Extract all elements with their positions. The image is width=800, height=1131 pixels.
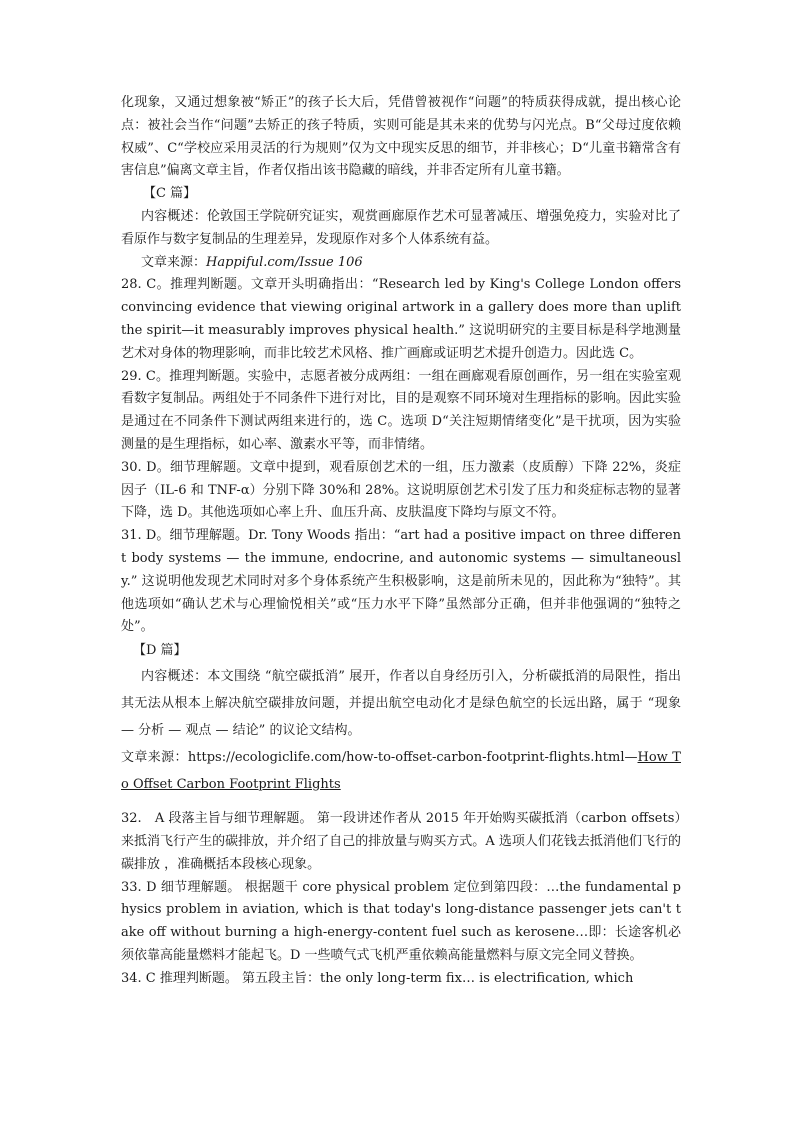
section-c-source-label: 文章来源： bbox=[141, 254, 207, 270]
section-d-source-title-link[interactable]: How To Offset Carbon Footprint Flights bbox=[121, 750, 681, 793]
section-c-source bbox=[121, 252, 681, 275]
section-d-source-url[interactable]: https://ecologiclife.com/how-to-offset-carbon-footprint-flights.html— bbox=[187, 750, 638, 766]
section-c-heading: 【C 篇】 bbox=[143, 186, 197, 202]
answer-30: 30. D。细节理解题。文章中提到，观看原创艺术的一组，压力激素（皮质醇）下降 22%，炎症因子（IL-6 和 TNF-α）分别下降 30%和 28%。这说明原创艺术引发了压力和炎症标志物的显著下降，选 D。其他选项如心率上升、血压升高、皮肤温度下降均与原文不符。 bbox=[121, 459, 681, 521]
section-d-heading: 【D 篇】 bbox=[133, 643, 187, 659]
section-d-summary: 内容概述：本文围绕 “航空碳抵消” 展开，作者以自身经历引入，分析碳抵消的局限性，指出其无法从根本上解决航空碳排放问题，并提出航空电动化才是绿色航空的长远出路，属于 “现象 — 分析 — 观点 — 结论” 的议论文结构。 bbox=[121, 669, 681, 739]
answer-33: 33. D 细节理解题。 根据题干 core physical problem 定位到第四段：…the fundamental physics problem in aviation, which is that today's long-distance passenger jets can't take off without burning a high-energy-content fuel such as kerosene…即：长途客机必须依靠高能量燃料才能起飞。D 一些喷气式飞机严重依赖高能量燃料与原文完全同义替换。 bbox=[121, 879, 681, 963]
document-page bbox=[121, 92, 681, 991]
answer-32: 32. A 段落主旨与细节理解题。 第一段讲述作者从 2015 年开始购买碳抵消（carbon offsets）来抵消飞行产生的碳排放，并介绍了自己的排放量与购买方式。A 选项人们花钱去抵消他们飞行的碳排放 ，准确概括本段核心现象。 bbox=[121, 811, 681, 872]
section-b-tail-paragraph: 化现象，又通过想象被“矫正”的孩子长大后，凭借曾被视作“问题”的特质获得成就，提出核心论点：被社会当作“问题”去矫正的孩子特质，实则可能是其未来的优势与闪光点。B“父母过度依赖权威”、C“学校应采用灵活的行为规则”仅为文中现实反思的细节，并非核心；D“儿童书籍常含有害信息”偏离文章主旨，作者仅指出该书隐藏的暗线，并非否定所有儿童书籍。 bbox=[121, 95, 681, 179]
answer-29: 29. C。推理判断题。实验中，志愿者被分成两组：一组在画廊观看原创画作，另一组在实验室观看数字复制品。两组处于不同条件下进行对比，目的是观察不同环境对生理指标的影响。因此实验是通过在不同条件下测试两组来进行的，选 C。选项 D“关注短期情绪变化”是干扰项，因为实验测量的是生理指标，如心率、激素水平等，而非情绪。 bbox=[121, 368, 681, 452]
answer-28: 28. C。推理判断题。文章开头明确指出：“Research led by King's College London offers convincing evidence that viewing original artwork in a gallery does more than uplift the spirit—it measurably improves physical health.” 这说明研究的主要目标是科学地测量艺术对身体的物理影响，而非比较艺术风格、推广画廊或证明艺术提升创造力。因此选 C。 bbox=[121, 277, 681, 361]
section-c-summary: 内容概述：伦敦国王学院研究证实，观赏画廊原作艺术可显著减压、增强免疫力，实验对比了看原作与数字复制品的生理差异，发现原作对多个人体系统有益。 bbox=[121, 208, 681, 247]
answer-31: 31. D。细节理解题。Dr. Tony Woods 指出：“art had a positive impact on three different body systems — the immune, endocrine, and autonomic systems — simultaneously.” 这说明他发现艺术同时对多个身体系统产生积极影响，这是前所未见的，因此称为“独特”。其他选项如“确认艺术与心理愉悦相关”或“压力水平下降”虽然部分正确，但并非他强调的“独特之处”。 bbox=[121, 528, 681, 635]
section-c-source-value: Happiful.com/Issue 106 bbox=[206, 254, 363, 270]
section-d-source-label: 文章来源： bbox=[121, 750, 188, 766]
section-d-source bbox=[121, 744, 681, 798]
answer-34: 34. C 推理判断题。 第五段主旨：the only long-term fix… is electrification, which bbox=[121, 970, 634, 986]
